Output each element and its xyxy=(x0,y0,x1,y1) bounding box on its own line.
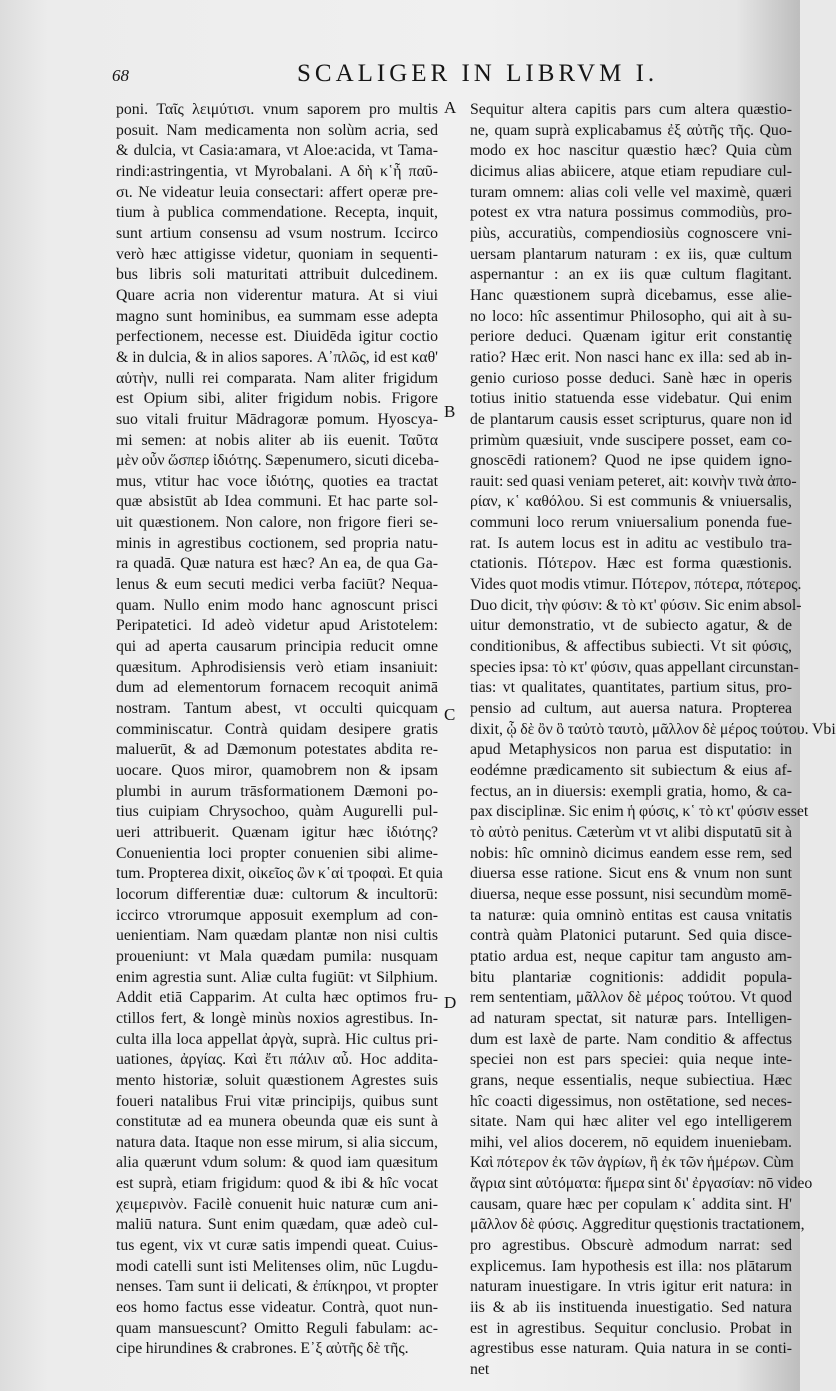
text-line: ctillos fert, & longè minùs noxios agrestibus. In- xyxy=(116,1009,438,1027)
text-line: contrà quàm Platonici putarunt. Sed quia disce- xyxy=(470,927,792,945)
text-line: locorum differentiæ duæ: cultorum & incultorū: xyxy=(116,885,438,903)
text-line: nenses. Tam sunt ii delicati, & ἐπίκηροι, vt propter xyxy=(116,1278,438,1296)
text-line: tum. Propterea dixit, οἰκεῖος ὢν κ῾αἱ τροφαὶ. Et quia xyxy=(116,865,443,883)
text-line: mi semen: at nobis aliter ab iis euenit. Ταῦτα xyxy=(116,431,438,449)
text-line: magno sunt hominibus, ea summam esse adepta xyxy=(116,307,438,325)
text-line: iccirco vtrorumque apposuit exemplum ad con- xyxy=(116,906,438,924)
text-line: dixit, ᾧ δὲ ὂν ὃ ταὐτὸ ταυτὸ, μᾶλλον δὲ μέρος τούτου. Vbi xyxy=(470,720,836,738)
text-line: proueniunt: vt Mala quædam pumila: nusquam xyxy=(116,947,438,965)
text-line: lenus & eum secuti medici verba faciūt? Nequa- xyxy=(116,576,438,594)
text-line: apud Metaphysicos non parua est disputatio: in xyxy=(470,741,792,759)
text-line: natura data. Itaque non esse mirum, si alia siccum, xyxy=(116,1133,438,1151)
text-line: tium à publica commendatione. Recepta, inquit, xyxy=(116,204,438,222)
text-line: pensio ad cultum, aut auersa natura. Propterea xyxy=(470,700,792,718)
text-line: ctationis. Πότερον. Hæc est forma quæstionis. xyxy=(470,555,792,573)
margin-letter-d: D xyxy=(444,993,457,1012)
text-line: est suprà, etiam frigidum: quod & ibi & hîc vocat xyxy=(116,1175,438,1193)
text-line: pax disciplinæ. Sic enim ἡ φύσις, κ῾ τὸ κτ' φύσιν esset xyxy=(470,803,809,821)
text-line: dum ad elementorum fornacem recoquit animā xyxy=(116,679,438,697)
text-line: χειμερινὸν. Facilè conuenit huic naturæ cum ani- xyxy=(116,1195,438,1213)
text-line: conditionibus, & affectibus subiecti. Vt sit φύσις, xyxy=(470,638,792,656)
text-line: posuit. Nam medicamenta non solùm acria, sed xyxy=(116,121,438,139)
text-line: Hanc quæstionem suprà dicebamus, esse alie- xyxy=(470,286,792,304)
text-line: Addit etiā Capparim. At culta hæc optimos fru- xyxy=(116,989,438,1007)
text-line: μᾶλλον δὲ φύσις. Aggreditur quęstionis tractationem, xyxy=(470,1216,805,1234)
text-line: alia quærunt vdum solum: & quod iam quæsitum xyxy=(116,1154,438,1172)
text-line: rauit: sed quasi veniam peteret, ait: κοινὴν τινὰ ἀπο- xyxy=(470,472,797,490)
text-line: agrestibus esse naturam. Quia natura in se conti- xyxy=(470,1340,792,1358)
text-line: μὲν οὖν ὥσπερ ἰδιότης. Sæpenumero, sicuti diceba- xyxy=(116,452,440,470)
text-line: Quare acria non viderentur matura. At si viui xyxy=(116,286,438,304)
text-line: comminiscatur. Contrà quidam desipere gratis xyxy=(116,720,438,738)
right-text-column xyxy=(470,100,836,1381)
text-line: species ipsa: τὸ κτ' φύσιν, quas appellant circunstan- xyxy=(470,658,799,676)
text-line: uitur demonstratio, vt de subiecto agatur, & de xyxy=(470,617,792,635)
text-line: maluerūt, & ad Dæmonum potestates abdita re- xyxy=(116,741,438,759)
text-line: tius cuipiam Chrysochoo, quàm Augurelli pul- xyxy=(116,803,438,821)
text-line: ta naturæ: quia omninò entitas est causa vnitatis xyxy=(470,906,792,924)
text-line: cipe hirundines & crabrones. Ε᾿ξ αὐτῆς δὲ τῆς. xyxy=(116,1340,409,1358)
text-line: ne, quam suprà explicabamus ἐξ αὐτῆς τῆς. Quo- xyxy=(470,121,792,139)
text-line: bitu plantariæ cognitionis: addidit popula- xyxy=(470,968,792,986)
text-line: ra quadā. Quæ natura est hæc? An ea, de qua Ga- xyxy=(116,555,438,573)
text-line: qui ad aperta causarum principia reducit omne xyxy=(116,638,438,656)
text-line: genio curioso posse deduci. Sanè hæc in operis xyxy=(470,369,792,387)
text-line: quæsitum. Aphrodisiensis verò etiam insaniuit: xyxy=(116,658,438,676)
text-line: Duo dicit, τὴν φύσιν: & τὸ κτ' φύσιν. Sic enim absol- xyxy=(470,596,802,614)
text-line: suo vitali fruitur Mādragoræ pomum. Hyoscya- xyxy=(116,410,438,428)
text-line: ueri attribuerit. Quænam igitur hæc ἰδιότης? xyxy=(116,823,438,841)
text-line: explicemus. Iam hypothesis est illa: nos plātarum xyxy=(470,1257,792,1275)
text-line: gnoscēdi rationem? Quod ne ipse quidem igno- xyxy=(470,452,792,470)
running-head: SCALIGER IN LIBRVM I. xyxy=(297,60,659,87)
text-line: mento historiæ, soluit quæstionem Agrestes suis xyxy=(116,1071,438,1089)
page-number: 68 xyxy=(112,66,129,85)
text-line: & dulcia, vt Casia:amara, vt Aloe:acida, vt Tama- xyxy=(116,142,438,160)
text-line: quam. Nullo enim modo hanc agnoscunt prisci xyxy=(116,596,438,614)
text-line: sunt artium consensu ad vsum nostrum. Iccirco xyxy=(116,224,438,242)
text-line: communi loco rerum vniuersalium ponenda fue- xyxy=(470,514,792,532)
text-line: de plantarum causis esset scripturus, quare non id xyxy=(470,410,792,428)
text-line: tus egent, vix vt curæ satis impendi queat. Cuius- xyxy=(116,1237,438,1255)
text-line: τὸ αὐτὸ penitus. Cæterùm vt vt alibi disputatū sit à xyxy=(470,823,792,841)
text-line: ptatio ardua est, neque capitur tam angusto am- xyxy=(470,947,792,965)
text-line: totius initio statuenda esse videbatur. Qui enim xyxy=(470,390,792,408)
text-line: ἄγρια sint αὐτόματα: ἥμερα sint δι' ἐργασίαν: nō video xyxy=(470,1175,813,1193)
text-line: potest ex vtra natura possimus commodiùs, pro- xyxy=(470,204,792,222)
text-line: pro agrestibus. Obscurè admodum narrat: sed xyxy=(470,1237,792,1255)
text-line: ratio? Hæc erit. Non nasci hanc ex illa: sed ab in- xyxy=(470,348,792,366)
text-line: perfectionem, necesse est. Diuidēda igitur coctio xyxy=(116,328,438,346)
text-line: periore deduci. Quænam igitur erit constantię xyxy=(470,328,792,346)
text-line: verò hæc attigisse videtur, quoniam in sequenti- xyxy=(116,245,438,263)
text-line: eos homo factus esse videatur. Contrà, quot nun- xyxy=(116,1299,438,1317)
text-line: Conuenientia loci propter conuenien sibi alime- xyxy=(116,844,438,862)
text-line: est Opium sibi, aliter frigidum nobis. Frigore xyxy=(116,390,438,408)
text-line: plumbi in aurum trāsformationem Dæmoni po- xyxy=(116,782,438,800)
text-line: Peripatetici. Id adeò videtur apud Aristotelem: xyxy=(116,617,438,635)
text-line: σι. Ne videatur leuia consectari: affert operæ pre- xyxy=(116,183,438,201)
text-line: sitate. Nam qui hæc aliter vel ego intelligerem xyxy=(470,1113,792,1131)
text-line: nostram. Tantum abest, vt occulti quicquam xyxy=(116,700,438,718)
text-line: uationes, ἀργίας. Καὶ ἔτι πάλιν αὖ. Hoc addita- xyxy=(116,1051,438,1069)
text-line: uenientiam. Nam quædam plantæ non nisi cultis xyxy=(116,927,438,945)
text-line: piùs, accuratiùs, compendiosiùs cognoscere vni- xyxy=(470,224,792,242)
margin-letter-a: A xyxy=(444,98,457,117)
text-line: diuersa esse ratione. Sicut ens & vnum non sunt xyxy=(470,865,792,883)
text-line: uit quæstionem. Non calore, non frigore fieri se- xyxy=(116,514,438,532)
left-text-column xyxy=(116,100,443,1360)
text-line: tias: vt qualitates, quantitates, partium situs, pro- xyxy=(470,679,792,697)
text-line: eodémne prædicamento sit subiectum & eius af- xyxy=(470,762,792,779)
text-line: causam, quare hæc per copulam κ῾ addita sint. Η' xyxy=(470,1195,792,1213)
text-line: bus libris soli maturitati attribuit dulcedinem. xyxy=(116,266,438,284)
text-line: aspernantur : an ex iis quæ cultum flagitant. xyxy=(470,266,792,284)
text-line: iis & ab iis instituenda inuestigatio. Sed natura xyxy=(470,1299,792,1317)
margin-letter-b: B xyxy=(444,402,456,421)
text-line: turam omnem: alias coli velle vel maximè, quæri xyxy=(470,183,792,201)
text-line: net xyxy=(470,1361,490,1379)
text-line: mus, vtitur hac voce ἰδιότης, quoties ea tractat xyxy=(116,472,438,490)
text-line: constitutæ ad ea munera obeunda quæ eis sunt à xyxy=(116,1113,438,1131)
text-line: Καὶ πότερον ἐκ τῶν ἀγρίων, ἢ ἐκ τῶν ἡμέρων. Cùm xyxy=(470,1154,794,1172)
text-line: αὑτὴν, nulli rei comparata. Nam aliter frigidum xyxy=(116,369,438,387)
text-line: rem sententiam, μᾶλλον δὲ μέρος τούτου. Vt quod xyxy=(470,989,792,1007)
text-line: quæ absistūt ab Idea communi. Et hac parte sol- xyxy=(116,493,438,511)
text-line: rindi:astringentia, vt Myrobalani. Α δὴ κ῾ἦ παῦ- xyxy=(116,162,438,180)
text-line: ad naturam spectat, sit naturæ pars. Intelligen- xyxy=(470,1009,792,1027)
text-line: dum est laxè de parte. Nam conditio & affectus xyxy=(470,1030,792,1048)
text-line: grans, neque essentialis, neque subiectiua. Hæc xyxy=(470,1071,792,1089)
margin-letter-c: C xyxy=(444,705,456,724)
text-line: minis in agrestibus coctionem, sed propria natu- xyxy=(116,534,438,552)
text-line: modi catelli sunt isti Melitenses olim, nūc Lugdu- xyxy=(116,1257,438,1275)
text-line: enim agrestia sunt. Aliæ culta fugiūt: vt Silphium. xyxy=(116,968,438,986)
text-line: nobis: hîc omninò dicimus eandem esse rem, sed xyxy=(470,844,792,862)
text-line: primùm quæsiuit, vnde suscipere posset, eam co- xyxy=(470,431,792,449)
text-line: Vides quot modis vtimur. Πότερον, πότερα, πότερος. xyxy=(470,576,802,594)
text-line: fectus, an in diuersis: exempli gratia, homo, & ca- xyxy=(470,782,792,800)
text-line: mihi, vel alios docerem, nō equidem inueniebam. xyxy=(470,1133,792,1151)
text-line: dicimus alias abiicere, atque etiam repudiare cul- xyxy=(470,162,792,180)
text-line: naturam inuestigare. In vtris igitur erit natura: in xyxy=(470,1278,792,1296)
text-line: quam mansuescunt? Omitto Reguli fabulam: ac- xyxy=(116,1319,438,1337)
text-line: diuersa, neque esse possunt, nisi secundùm momē- xyxy=(470,885,792,903)
text-line: uersam plantarum naturam : ex iis, quæ cultum xyxy=(470,245,792,263)
text-line: modo ex hoc nascitur quæstio hæc? Quia cùm xyxy=(470,142,792,160)
text-line: rat. Is autem locus est in aditu ac vestibulo tra- xyxy=(470,534,792,552)
text-line: hîc coacti digessimus, non ostētatione, sed neces- xyxy=(470,1092,792,1110)
page-header xyxy=(112,60,772,96)
text-line: no loco: hîc assentimur Philosopho, qui ait à su- xyxy=(470,307,792,325)
text-line: ρίαν, κ῾ καθόλου. Si est communis & vniuersalis, xyxy=(470,493,792,511)
text-line: uocare. Quos miror, quamobrem non & ipsam xyxy=(116,762,438,779)
text-line: foueri natalibus Frui vitæ principijs, quibus sunt xyxy=(116,1092,438,1110)
text-line: culta illa loca appellat ἀργὰ, suprà. Hic cultus pri- xyxy=(116,1030,438,1048)
text-line: Sequitur altera capitis pars cum altera quæstio- xyxy=(470,101,792,118)
text-line: maliū natura. Sunt enim quædam, quæ adeò cul- xyxy=(116,1216,438,1234)
text-line: speciei non est pars speciei: quia neque inte- xyxy=(470,1051,792,1069)
text-line: est in agrestibus. Sequitur conclusio. Probat in xyxy=(470,1319,792,1337)
text-line: & in dulcia, & in alios sapores. Α᾿πλῶς, id est καθ' xyxy=(116,348,438,366)
text-line: poni. Ταῖς λειμύτισι. vnum saporem pro multis xyxy=(116,101,438,118)
